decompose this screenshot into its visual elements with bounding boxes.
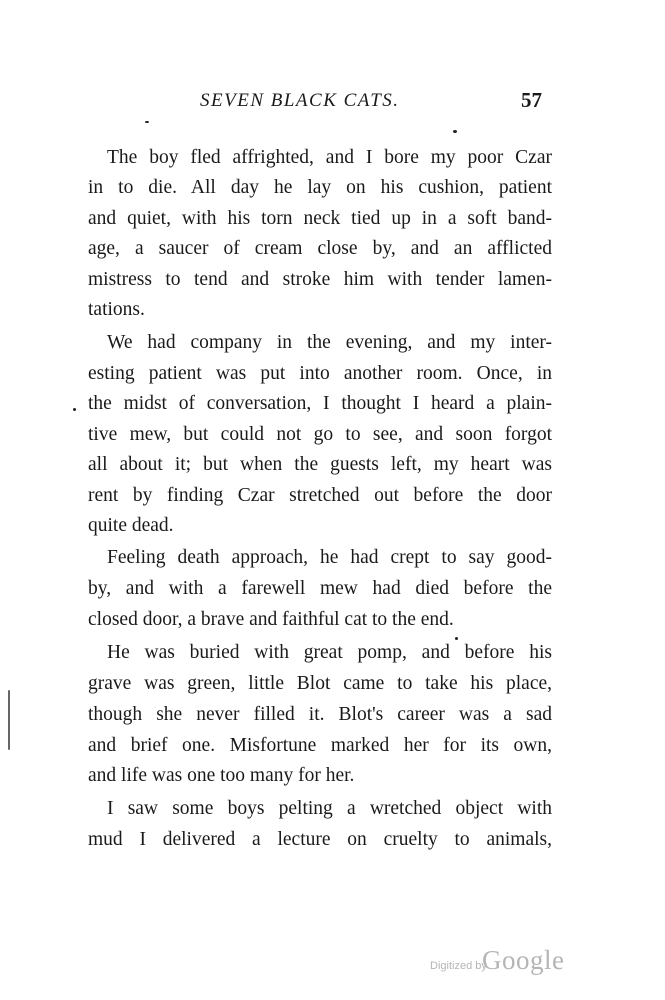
text-line: mistress to tend and stroke him with tender lamen- bbox=[88, 269, 552, 290]
text-line: and quiet, with his torn neck tied up in a soft band- bbox=[88, 208, 552, 229]
text-line: tive mew, but could not go to see, and soon forgot bbox=[88, 424, 552, 445]
text-line: mud I delivered a lecture on cruelty to animals, bbox=[88, 829, 552, 850]
text-line: He was buried with great pomp, and before his bbox=[107, 642, 552, 663]
google-logo: Google bbox=[482, 945, 565, 975]
text-line: though she never filled it. Blot's career was a sad bbox=[88, 704, 552, 725]
text-line: age, a saucer of cream close by, and an afflicted bbox=[88, 238, 552, 259]
text-line: esting patient was put into another room. Once, in bbox=[88, 363, 552, 384]
digitized-watermark bbox=[430, 945, 590, 981]
text-line: Feeling death approach, he had crept to say good- bbox=[107, 547, 552, 568]
ink-speck bbox=[145, 121, 149, 123]
running-head bbox=[0, 86, 665, 116]
text-line: by, and with a farewell mew had died before the bbox=[88, 578, 552, 599]
text-line: tations. bbox=[88, 299, 145, 320]
watermark-prefix: Digitized by bbox=[430, 960, 487, 972]
text-line: all about it; but when the guests left, my heart was bbox=[88, 454, 552, 475]
ink-speck bbox=[73, 408, 76, 411]
text-line: in to die. All day he lay on his cushion, patient bbox=[88, 177, 552, 198]
text-line: the midst of conversation, I thought I heard a plain- bbox=[88, 393, 552, 414]
text-line: rent by finding Czar stretched out before the door bbox=[88, 485, 552, 506]
text-line: The boy fled affrighted, and I bore my poor Czar bbox=[107, 147, 552, 168]
text-line: closed door, a brave and faithful cat to the end. bbox=[88, 609, 454, 630]
text-line: I saw some boys pelting a wretched object with bbox=[107, 798, 552, 819]
text-line: We had company in the evening, and my inter- bbox=[107, 332, 552, 353]
ink-speck bbox=[8, 690, 10, 750]
text-line: and brief one. Misfortune marked her for its own, bbox=[88, 735, 552, 756]
text-line: quite dead. bbox=[88, 515, 174, 536]
running-head-title: SEVEN BLACK CATS. bbox=[200, 90, 400, 111]
text-line: grave was green, little Blot came to take his place, bbox=[88, 673, 552, 694]
text-line: and life was one too many for her. bbox=[88, 765, 355, 786]
ink-speck bbox=[453, 130, 457, 133]
page-number: 57 bbox=[521, 88, 542, 112]
